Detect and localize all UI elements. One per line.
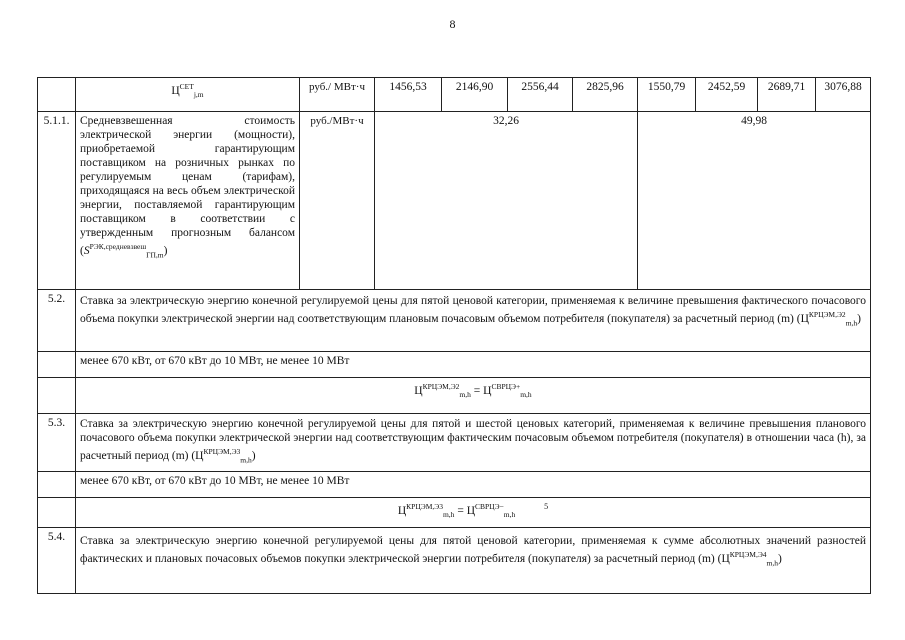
net-price-symbol: $Ц^{СЕТ}_{j,m}$: [76, 78, 300, 112]
value-cell: 2556,44: [508, 78, 573, 112]
value-cell: 2452,59: [696, 78, 758, 112]
row-number-cell: [38, 78, 76, 112]
row-number-cell: [38, 472, 76, 498]
formula: $Ц^{КРЦЭМ,Э3}_{m,h} = Ц^{СВРЦЭ-}_{m,h}$ 5: [76, 498, 871, 528]
value-cell-merged: 32,26: [375, 112, 638, 290]
value-cell: 2146,90: [442, 78, 508, 112]
page-number: 8: [449, 17, 456, 31]
row-number: 5.4.: [38, 528, 76, 594]
value-cell: 1550,79: [638, 78, 696, 112]
rate-symbol: $Ц^{КРЦЭМ,Э3}_{m,h}$: [195, 447, 252, 465]
row-number: 5.1.1.: [38, 112, 76, 290]
row-description: Ставка за электрическую энергию конечной регулируемой цены для пятой и шестой ценовых категорий, применяемая к величине превышения планового почасового объема покупки электрической энергии над соответствующим фактическим почасовым объемом потребителя (покупателя) в отношении часа (h), за расчетный период (m) $(Ц^{КРЦЭМ,Э3}_{m,h})$: [76, 414, 871, 472]
row-number: 5.3.: [38, 414, 76, 472]
row-description: Ставка за электрическую энергию конечной регулируемой цены для пятой ценовой категории, применяемая к сумме абсолютных значений разностей фактических и плановых почасовых объемов покупки электрической энергии потребителя (покупателя) за расчетный период (m) $(Ц^{КРЦЭМ,Э4}_{m,h})$: [76, 528, 871, 594]
table-row-5-3: [38, 414, 871, 472]
row-number: 5.2.: [38, 290, 76, 352]
rate-symbol: $(Ц^{КРЦЭМ,Э4}_{m,h})$: [717, 550, 782, 568]
table-row-5-4: [38, 528, 871, 594]
row-number-cell: [38, 498, 76, 528]
value-cell: 2689,71: [758, 78, 816, 112]
formula-note: 5: [544, 502, 549, 511]
unit-cell: руб./МВт·ч: [300, 112, 375, 290]
table-row-5-2-formula: [38, 378, 871, 414]
table-row-net-price: [38, 78, 871, 112]
row-number-cell: [38, 352, 76, 378]
table-row-5-2-categories: [38, 352, 871, 378]
balance-symbol: $(S^{РЭК,средневзвеш}_{ГП,m})$: [80, 242, 168, 260]
unit-cell: руб./ МВт·ч: [300, 78, 375, 112]
voltage-categories: менее 670 кВт, от 670 кВт до 10 МВт, не менее 10 МВт: [76, 352, 871, 378]
row-description: Средневзвешенная стоимость электрической энергии (мощности), приобретаемой гарантирующим поставщиком на розничных рынках по регулируемым ценам (тарифам), приходящаяся на весь объем электрической энергии, поставляемой гарантирующим поставщиком в соответствии с утвержденным прогнозным балансом $(S^{РЭК,средневзвеш}_{ГП,m})$: [76, 112, 300, 290]
value-cell: 2825,96: [573, 78, 638, 112]
table-row-5-3-categories: [38, 472, 871, 498]
table-row-5-1-1: [38, 112, 871, 290]
table-row-5-2: [38, 290, 871, 352]
value-cell: 3076,88: [816, 78, 871, 112]
formula: $Ц^{КРЦЭМ,Э2}_{m,h} = Ц^{СВРЦЭ+}_{m,h}$: [76, 378, 871, 414]
voltage-categories: менее 670 кВт, от 670 кВт до 10 МВт, не менее 10 МВт: [76, 472, 871, 498]
table-row-5-3-formula: [38, 498, 871, 528]
tariff-table: [37, 77, 871, 594]
rate-symbol: $Ц^{КРЦЭМ,Э2}_{m,h}$: [800, 310, 858, 328]
row-number-cell: [38, 378, 76, 414]
value-cell: 1456,53: [375, 78, 442, 112]
row-description: Ставка за электрическую энергию конечной регулируемой цены для пятой ценовой категории, применяемая к величине превышения фактического почасового объема покупки электрической энергии над соответствующим плановым почасовым объемом потребителя (покупателя) за расчетный период (m) $(Ц^{КРЦЭМ,Э2}_{m,h})$: [76, 290, 871, 352]
value-cell-merged: 49,98: [638, 112, 871, 290]
